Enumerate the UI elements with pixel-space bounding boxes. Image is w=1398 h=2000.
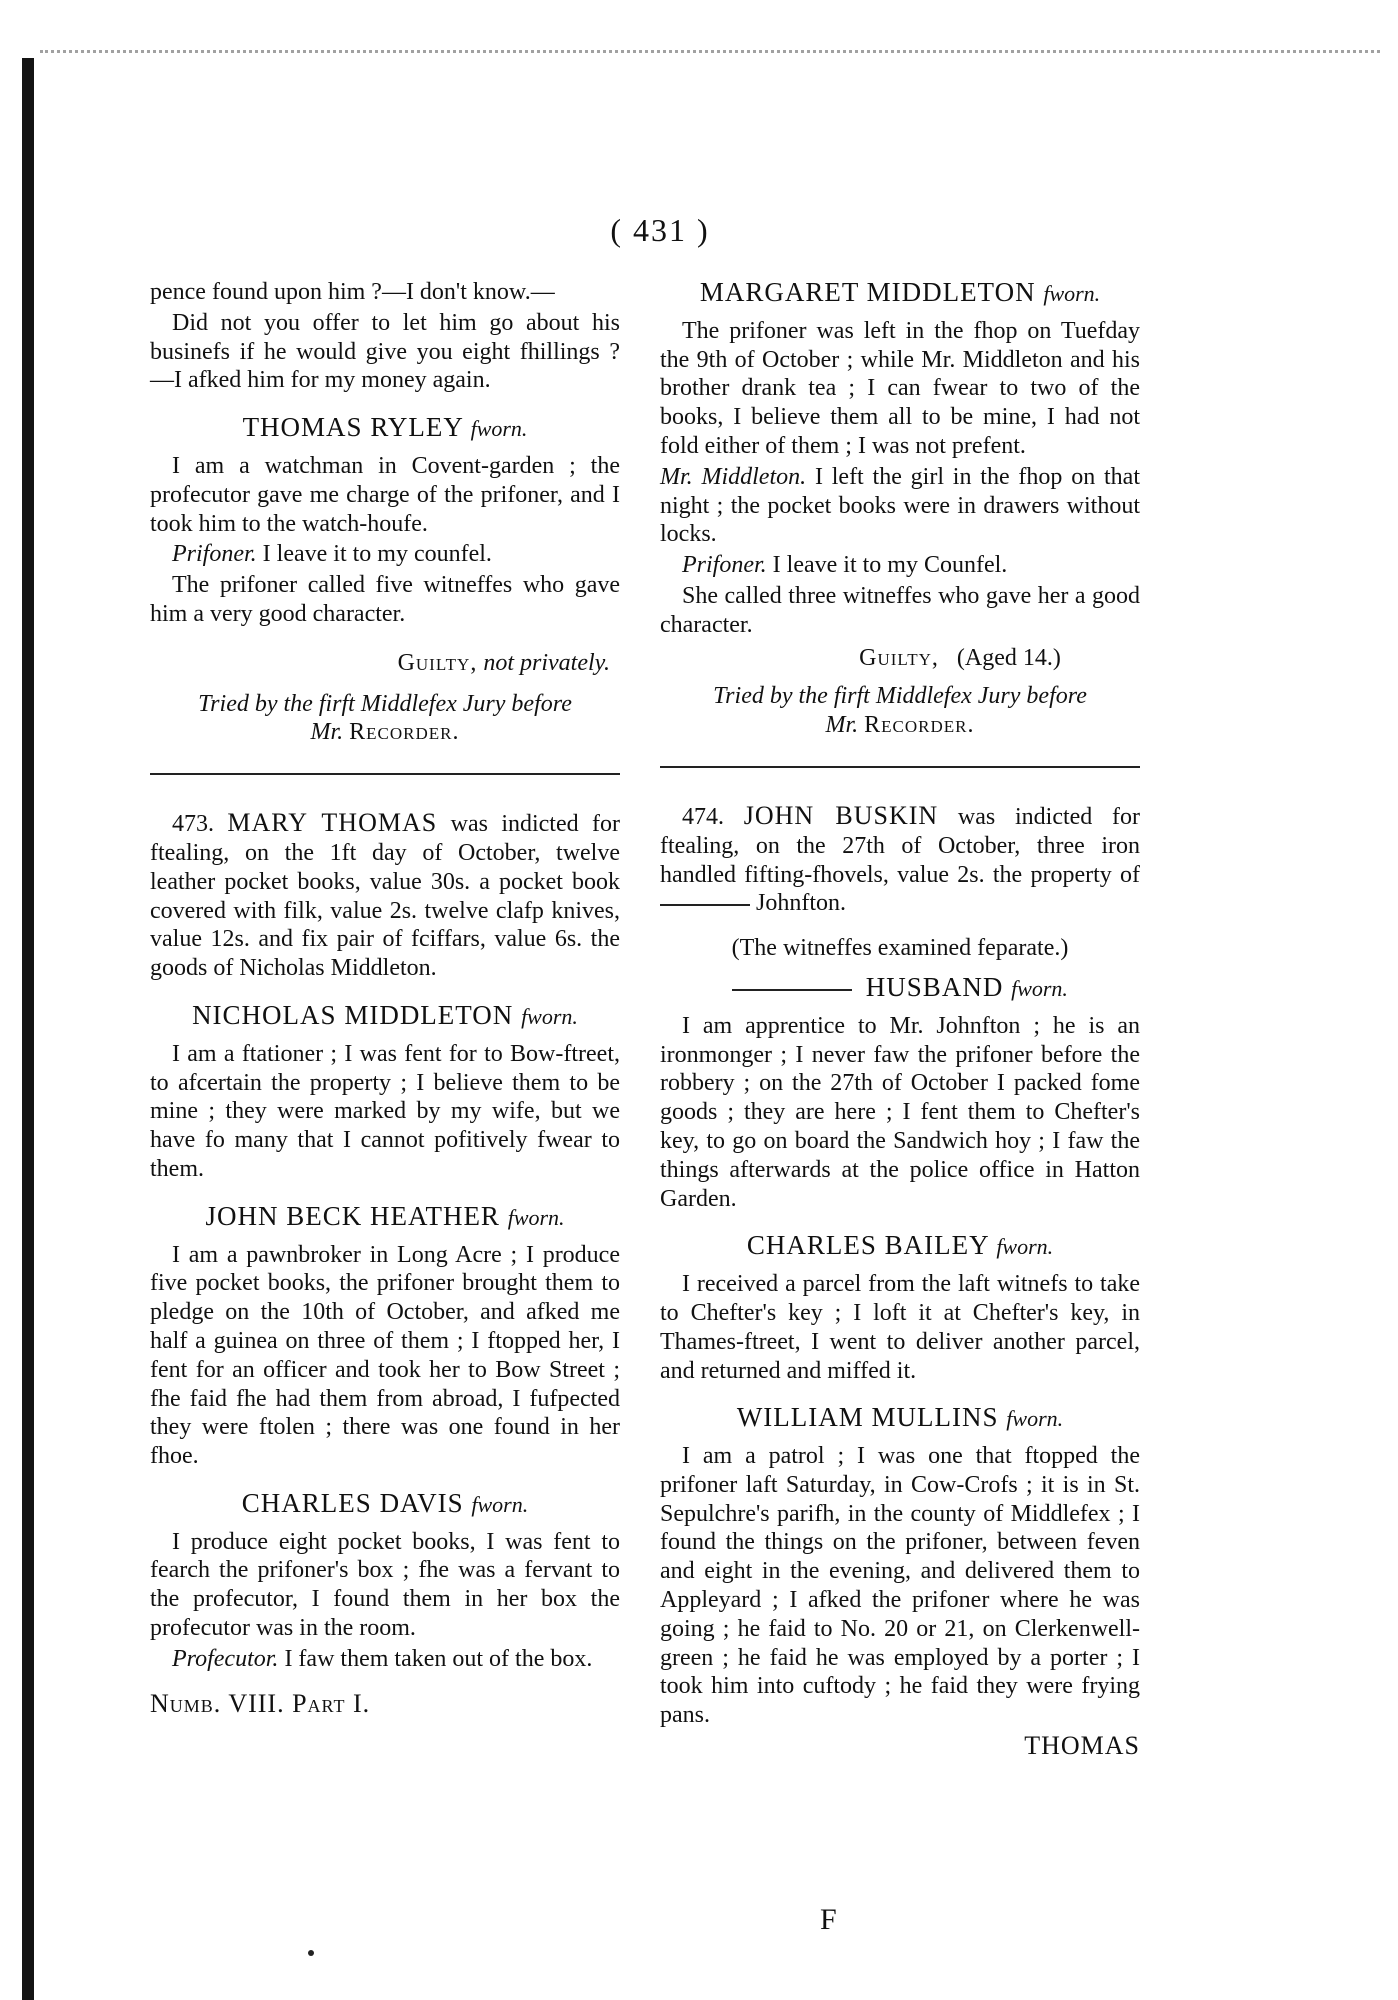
sworn-label: fworn. xyxy=(996,1234,1054,1260)
signature-mark: Numb. VIII. Part I. xyxy=(150,1688,371,1718)
page-edge-noise xyxy=(40,50,1380,67)
witness-heading xyxy=(150,413,620,444)
witness-name: THOMAS RYLEY xyxy=(242,412,463,443)
witness-name: JOHN BECK HEATHER xyxy=(205,1200,500,1231)
defendant-name: JOHN BUSKIN xyxy=(743,800,939,830)
verdict-age: (Aged 14.) xyxy=(956,644,1061,671)
ink-speck xyxy=(308,1950,314,1956)
witness-name: NICHOLAS MIDDLETON xyxy=(192,999,514,1030)
paragraph: She called three witneffes who gave her a good character. xyxy=(660,582,1140,638)
page-number: ( 431 ) xyxy=(610,212,710,248)
blank-dash xyxy=(660,904,750,906)
sworn-label: fworn. xyxy=(1043,281,1101,306)
tried-mr: Mr. xyxy=(310,719,344,746)
case-opening xyxy=(150,809,620,983)
tried-before xyxy=(150,690,620,748)
indictment-text: was indicted for ftealing, on the 1ft day of October, twelve leather pocket books, value 30s. a pocket book covered with filk, value 2s. twelve clafp knives, value 12s. and fix pair of fciffars, value 6s. the goods of Nicholas Middleton. xyxy=(150,811,620,982)
binding-edge xyxy=(22,58,34,2000)
witness-heading xyxy=(660,973,1140,1004)
testimony: I am a pawnbroker in Long Acre ; I produce five pocket books, the prifoner brought them to pledge on the 10th of October, and afked me half a guinea on three of them ; I ftopped her, I fent for an officer and took her to Bow Street ; fhe faid fhe had them from abroad, I fufpected they were ftolen ; there was one found in her fhoe. xyxy=(150,1241,620,1470)
sworn-label: fworn. xyxy=(471,1491,529,1517)
statement-text: I leave it to my counfel. xyxy=(256,541,492,568)
sworn-label: fworn. xyxy=(470,416,528,442)
witness-heading xyxy=(660,1403,1140,1434)
statement-text: I faw them taken out of the box. xyxy=(278,1645,593,1672)
verdict-note: not privately. xyxy=(483,649,610,676)
case-number: 474. xyxy=(682,803,724,830)
note-separate: (The witneffes examined feparate.) xyxy=(731,935,1069,962)
verdict-word: Guilty, xyxy=(397,649,478,676)
testimony: I am a patrol ; I was one that ftopped the prifoner laft Saturday, in Cow-Crofs ; it is in St. Sepulchre's parifh, in the county of Middlefex ; I found the things on the prifoner, between feven and eight in the evening, and delivered them to Appleyard ; I afked the prifoner where he was going ; he faid to No. 20 or 21, on Clerkenwell-green ; he faid he was employed by a porter ; I took him into cuftody ; he faid they were frying pans. xyxy=(660,1443,1140,1729)
witness-heading xyxy=(660,1231,1140,1262)
sworn-label: fworn. xyxy=(521,1003,578,1029)
speaker-label: Prifoner. xyxy=(172,541,257,568)
paragraph: pence found upon him ?—I don't know.— xyxy=(150,279,555,305)
witness-name: HUSBAND xyxy=(865,971,1004,1002)
testimony: I am a ftationer ; I was fent for to Bow-ftreet, to afcertain the property ; I believe them to be mine ; they were marked by my wife, but we have fo many that I cannot pofitively fwear to them. xyxy=(150,1040,620,1182)
tried-mr: Mr. xyxy=(825,712,859,739)
testimony: I am a watchman in Covent-garden ; the profecutor gave me charge of the prifoner, and I took him to the watch-houfe. xyxy=(150,452,620,537)
testimony: I received a parcel from the laft witnefs to take to Chefter's key ; I loft it at Chefter's key, in Thames-ftreet, I went to deliver another parcel, and returned and miffed it. xyxy=(660,1271,1140,1384)
sworn-label: fworn. xyxy=(507,1204,565,1230)
witness-name: MARGARET MIDDLETON xyxy=(699,277,1036,307)
verdict xyxy=(780,644,1140,673)
witness-heading xyxy=(660,278,1140,309)
sworn-label: fworn. xyxy=(1006,1406,1064,1432)
statement xyxy=(150,1645,620,1674)
statement-text: I left the girl in the fhop on that night ; the pocket books were in drawers without locks. xyxy=(660,463,1141,548)
witness-name: CHARLES BAILEY xyxy=(746,1230,989,1261)
testimony: I produce eight pocket books, I was fent to fearch the prifoner's box ; fhe was a fervant to the profecutor, I found them in her box the profecutor was in the room. xyxy=(150,1528,620,1642)
tried-before xyxy=(660,682,1140,740)
speaker-label: Mr. Middleton. xyxy=(660,463,807,490)
witness-heading xyxy=(150,1001,620,1032)
witness-name: CHARLES DAVIS xyxy=(241,1487,464,1518)
case-opening xyxy=(660,802,1140,918)
tried-recorder: Recorder. xyxy=(864,712,975,739)
signature-letter: F xyxy=(820,1903,837,1936)
paragraph: The prifoner called five witneffes who gave him a very good character. xyxy=(150,572,620,627)
tried-line: Tried by the firft Middlefex Jury before xyxy=(198,690,572,717)
indictment-owner: Johnfton. xyxy=(756,890,846,917)
testimony: The prifoner was left in the fhop on Tuefday the 9th of October ; while Mr. Middleton and his brother drank tea ; I can fwear to two of the books, I believe them all to be mine, I had not fold either of them ; I was not prefent. xyxy=(660,317,1140,459)
paragraph: Did not you offer to let him go about his businefs if he would give you eight fhillings ? —I afked him for my money again. xyxy=(150,309,620,394)
testimony: I am apprentice to Mr. Johnfton ; he is an ironmonger ; I never faw the prifoner before the robbery ; on the 27th of October I packed fome goods ; they are here ; I fent them to Chefter's key, to go on board the Sandwich hoy ; I faw the things afterwards at the police office in Hatton Garden. xyxy=(660,1012,1140,1212)
defendant-name: MARY THOMAS xyxy=(227,808,438,838)
witness-heading xyxy=(150,1489,620,1520)
case-divider xyxy=(150,773,620,775)
blank-dash xyxy=(732,989,852,991)
verdict-word: Guilty, xyxy=(859,644,939,671)
right-column xyxy=(660,278,1140,1761)
speaker-label: Profecutor. xyxy=(172,1645,279,1672)
catchword: THOMAS xyxy=(1024,1731,1140,1761)
verdict xyxy=(150,649,610,678)
statement xyxy=(660,463,1140,549)
case-divider xyxy=(660,766,1140,768)
witness-heading xyxy=(150,1202,620,1233)
indictment-text: was indicted for ftealing, on the 27th of October, three iron handled fifting-fhovels, value 2s. the property of xyxy=(660,803,1140,888)
left-column xyxy=(150,278,620,1718)
tried-line: Tried by the firft Middlefex Jury before xyxy=(713,683,1087,710)
tried-recorder: Recorder. xyxy=(349,719,460,746)
speaker-label: Prifoner. xyxy=(682,552,767,579)
statement xyxy=(150,540,620,569)
statement xyxy=(660,551,1140,580)
case-number: 473. xyxy=(172,811,214,838)
sworn-label: fworn. xyxy=(1011,975,1068,1001)
statement-text: I leave it to my Counfel. xyxy=(766,552,1008,579)
witness-name: WILLIAM MULLINS xyxy=(736,1402,999,1433)
